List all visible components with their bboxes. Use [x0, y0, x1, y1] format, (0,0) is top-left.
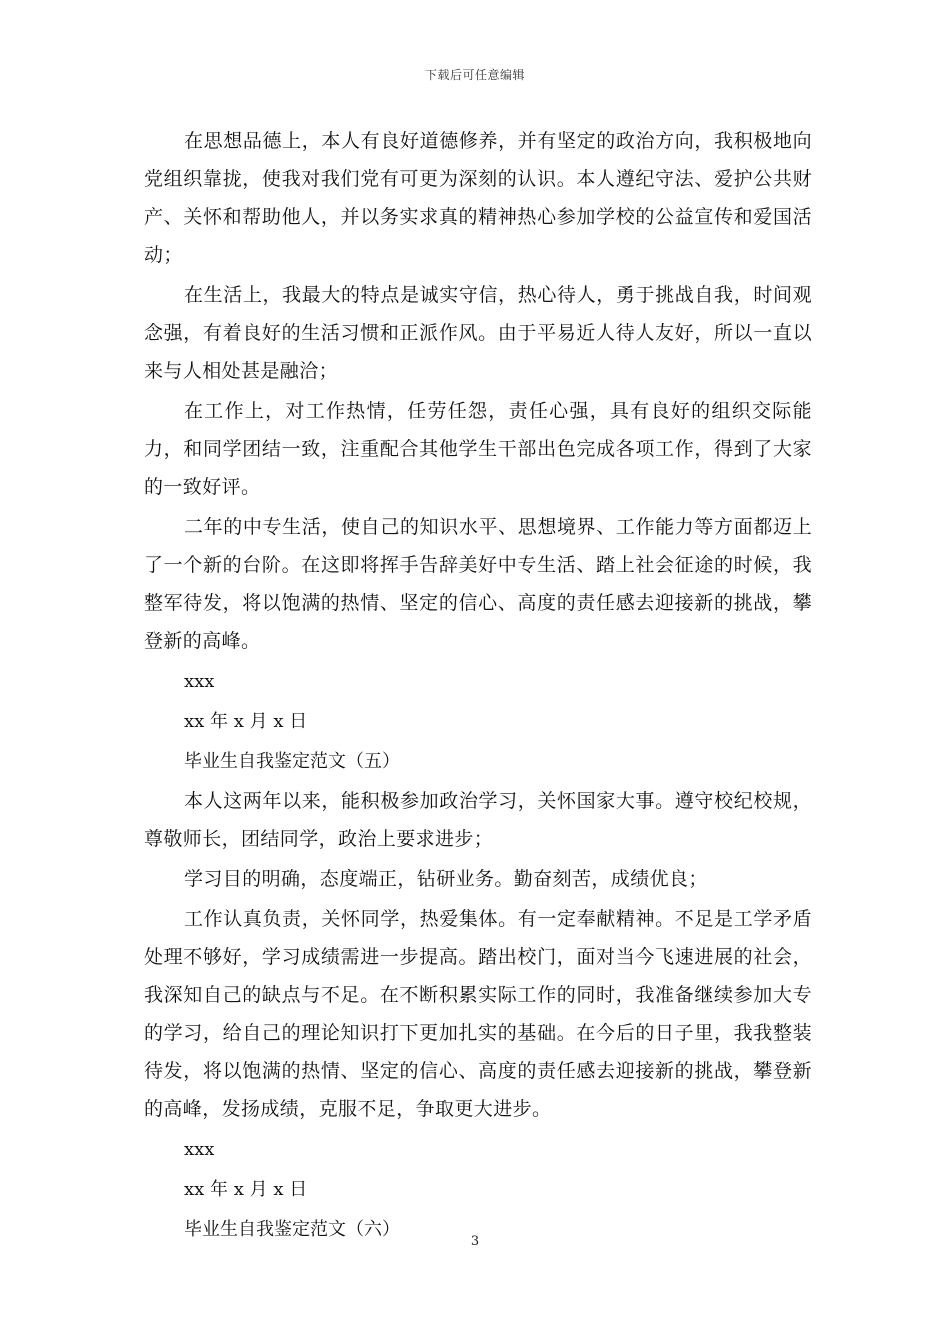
paragraph-5-work: 工作认真负责，关怀同学，热爱集体。有一定奉献精神。不足是工学矛盾处理不够好，学习成绩需进一步提高。踏出校门，面对当今飞速进展的社会，我深知自己的缺点与不足。在不断积累实际工作的同时，我准备继续参加大专的学习，给自己的理论知识打下更加扎实的基础。在今后的日子里，我我整装待发，将以饱满的热情、坚定的信心、高度的责任感去迎接新的挑战，攀登新的高峰，发扬成绩，克服不足，争取更大进步。 [144, 908, 812, 1120]
paragraph-ideology: 在思想品德上，本人有良好道德修养，并有坚定的政治方向，我积极地向党组织靠拢，使我对我们党有可更为深刻的认识。本人遵纪守法、爱护公共财产、关怀和帮助他人，并以务实求真的精神热心参加学校的公益宣传和爱国活动； [144, 130, 812, 266]
section-heading-6: 毕业生自我鉴定范文（六） [184, 1219, 400, 1240]
document-body [144, 122, 812, 1250]
paragraph-life: 在生活上，我最大的特点是诚实守信，热心待人，勇于挑战自我，时间观念强，有着良好的生活习惯和正派作风。由于平易近人待人友好，所以一直以来与人相处甚是融洽； [144, 284, 812, 382]
signature-date: xx 年 x 月 x 日 [184, 711, 308, 732]
signature-name-2: xxx [184, 1139, 215, 1160]
page-number: 3 [470, 1234, 480, 1249]
signature-name: xxx [184, 671, 215, 692]
signature-date-2: xx 年 x 月 x 日 [184, 1179, 308, 1200]
page-header: 下载后可任意编辑 [424, 68, 525, 82]
paragraph-5-study: 学习目的明确，态度端正，钻研业务。勤奋刻苦，成绩优良； [184, 868, 708, 890]
paragraph-summary: 二年的中专生活，使自己的知识水平、思想境界、工作能力等方面都迈上了一个新的台阶。在这即将挥手告辞美好中专生活、踏上社会征途的时候，我整军待发，将以饱满的热情、坚定的信心、高度的责任感去迎接新的挑战，攀登新的高峰。 [144, 516, 812, 652]
paragraph-5-politics: 本人这两年以来，能积极参加政治学习，关怀国家大事。遵守校纪校规，尊敬师长，团结同学，政治上要求进步； [144, 790, 812, 850]
section-heading-5: 毕业生自我鉴定范文（五） [184, 751, 400, 772]
paragraph-work: 在工作上，对工作热情，任劳任怨，责任心强，具有良好的组织交际能力，和同学团结一致，注重配合其他学生干部出色完成各项工作，得到了大家的一致好评。 [144, 400, 812, 498]
